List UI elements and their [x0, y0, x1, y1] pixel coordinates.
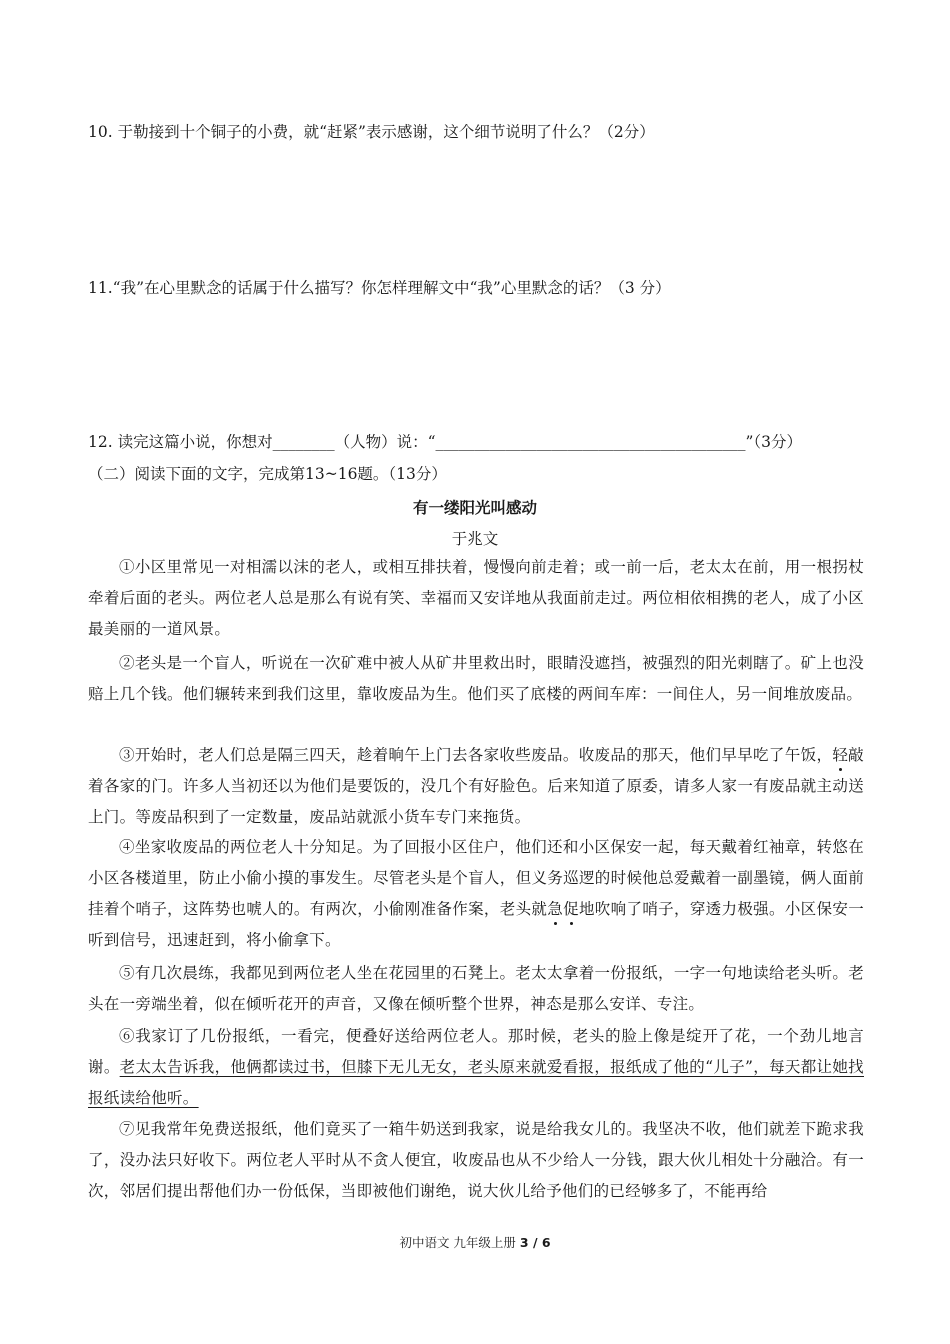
- emphasis-dot-char: 促: [563, 900, 579, 918]
- paragraph-7: ⑦见我常年免费送报纸，他们竟买了一箱牛奶送到我家，说是给我女儿的。我坚决不收，他们就差下跪求我了，没办法只好收下。两位老人平时从不贪人便宜，收废品也从不少给人一分钱，跟大伙儿相处十分融洽。有一次，邻居们提出帮他们办一份低保，当即被他们谢绝，说大伙儿给予他们的已经够多了，不能再给: [88, 1120, 864, 1200]
- page-number: 3 / 6: [519, 1235, 551, 1250]
- paragraph-4: [88, 832, 864, 956]
- paragraph-5: ⑤有几次晨练，我都见到两位老人坐在花园里的石凳上。老太太拿着一份报纸，一字一句地读给老头听。老头在一旁端坐着，似在倾听花开的声音，又像在倾听整个世界，神态是那么安详、专注。: [88, 964, 864, 1013]
- question-10: 10. 于勒接到十个铜子的小费，就“赶紧”表示感谢，这个细节说明了什么？（2分）: [88, 123, 655, 141]
- emphasis-dot-char: 轻: [832, 746, 849, 764]
- section-heading: （二）阅读下面的文字，完成第13~16题。（13分）: [88, 465, 447, 483]
- paragraph-3: [88, 740, 864, 833]
- paragraph-4-text-a: ④坐家收废品的两位老人十分知足。为了回报小区住户，他们还和小区保安一起，每天戴着红袖章，转悠在小区各楼道里，防止小偷小摸的事发生。尽管老头是个盲人，但义务巡逻的时候他总爱戴着一副墨镜，俩人面前挂着个哨子，这阵势也唬人的。有两次，小偷刚准备作案，老头就: [88, 838, 864, 918]
- paragraph-6-text: ⑥我家订了几份报纸，一看完，便叠好送给两位老人。那时候，老头的脸上像是绽开了花，一个劲儿地言谢。: [88, 1027, 864, 1076]
- question-12: 12. 读完这篇小说，你想对________（人物）说：“________________________________________”（3分）: [88, 433, 803, 451]
- article-title: 有一缕阳光叫感动: [412, 499, 537, 517]
- paragraph-6: [88, 1021, 864, 1114]
- question-11: 11.“我”在心里默念的话属于什么描写？你怎样理解文中“我”心里默念的话？（3 分）: [88, 279, 671, 297]
- paragraph-1: ①小区里常见一对相濡以沫的老人，或相互排扶着，慢慢向前走着；或一前一后，老太太在前，用一根拐杖牵着后面的老头。两位老人总是那么有说有笑、幸福而又安详地从我面前走过。两位相依相携的老人，成了小区最美丽的一道风景。: [88, 558, 864, 638]
- paragraph-3-text-a: ③开始时，老人们总是隔三四天，趁着晌午上门去各家收些废品。收废品的那天，他们早早吃了午饭，: [119, 746, 833, 764]
- paragraph-2: ②老头是一个盲人，听说在一次矿难中被人从矿井里救出时，眼睛没遮挡，被强烈的阳光刺瞎了。矿上也没赔上几个钱。他们辗转来到我们这里，靠收废品为生。他们买了底楼的两间车库：一间住人，另一间堆放废品。: [88, 654, 864, 703]
- page-footer: [0, 1233, 950, 1251]
- paragraph-3-text-b: 敲着各家的门。许多人当初还以为他们是要饭的，没几个有好脸色。后来知道了原委，请多人家一有废品就主动送上门。等废品积到了一定数量，废品站就派小货车专门来拖货。: [88, 746, 864, 826]
- paragraph-4-text-b: 地吹响了哨子，穿透力极强。小区保安一听到信号，迅速赶到，将小偷拿下。: [88, 900, 864, 949]
- emphasis-dot-char: 急: [547, 900, 564, 918]
- underlined-sentence: 老太太告诉我，他俩都读过书，但膝下无儿无女，老头原来就爱看报，报纸成了他的“儿子”，每天都让她找报纸读给他听。: [88, 1058, 864, 1107]
- article-author: 于兆文: [451, 530, 499, 548]
- footer-label: 初中语文 九年级上册: [399, 1235, 520, 1250]
